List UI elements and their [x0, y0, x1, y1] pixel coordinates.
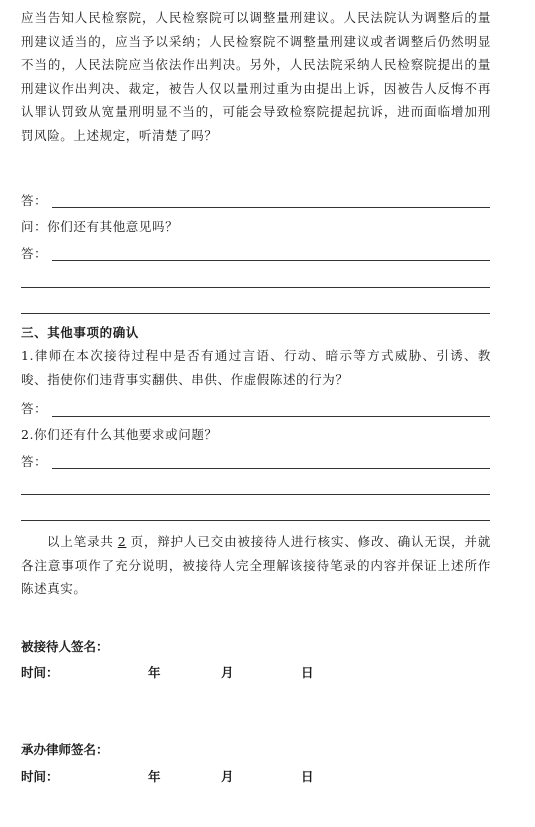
year-label: 年: [148, 665, 161, 680]
answer-line[interactable]: [52, 468, 490, 469]
answer-line[interactable]: [21, 287, 490, 288]
legal-notice-paragraph: 应当告知人民检察院，人民检察院可以调整量刑建议。人民法院认为调整后的量刑建议适当的，应当予以采纳；人民检察院不调整量刑建议或者调整后仍然明显不当的，人民法院应当依法作出判决。另外，人民法院采纳人民检察院提出的量刑建议作出判决、裁定，被告人仅以量刑过重为由提出上诉，因被告人反悔不再认罪认罚致从宽量刑明显不当的，可能会导致检察院提起抗诉，进而面临增加刑罚风险。上述规定，听清楚了吗？: [21, 10, 491, 143]
answer-line[interactable]: [21, 520, 490, 521]
section-title: 三、其他事项的确认: [21, 325, 139, 340]
day-label: 日: [301, 665, 314, 680]
question-other-requests: 2.你们还有什么其他要求或问题？: [21, 427, 218, 442]
closing-prefix: 以上笔录共: [47, 534, 114, 549]
answer-line[interactable]: [21, 494, 490, 495]
answer-label: 答：: [21, 193, 48, 208]
answer-label: 答：: [21, 401, 48, 416]
answer-label: 答：: [21, 246, 48, 261]
closing-statement: [21, 530, 491, 601]
question-other-opinions: 问：你们还有其他意见吗？: [21, 219, 179, 234]
month-label: 月: [221, 769, 234, 784]
closing-suffix: 页，辩护人已交由被接待人进行核实、修改、确认无误，并就各注意事项作了充分说明，被接待人完全理解该接待笔录的内容并保证上述所作陈述真实。: [21, 534, 491, 596]
answer-line[interactable]: [52, 260, 490, 261]
lawyer-signature-label: 承办律师签名：: [21, 742, 109, 757]
answer-label: 答：: [21, 454, 48, 469]
page-count: 2: [117, 534, 127, 549]
answer-line[interactable]: [21, 313, 490, 314]
answer-line[interactable]: [52, 207, 490, 208]
answer-line[interactable]: [52, 416, 490, 417]
month-label: 月: [221, 665, 234, 680]
question-threat: 1.律师在本次接待过程中是否有通过言语、行动、暗示等方式威胁、引诱、教唆、指使你们违背事实翻供、串供、作虚假陈述的行为？: [21, 348, 491, 387]
day-label: 日: [301, 769, 314, 784]
time-label: 时间：: [21, 769, 59, 784]
year-label: 年: [148, 769, 161, 784]
receiver-signature-label: 被接待人签名：: [21, 639, 109, 654]
time-label: 时间：: [21, 665, 59, 680]
